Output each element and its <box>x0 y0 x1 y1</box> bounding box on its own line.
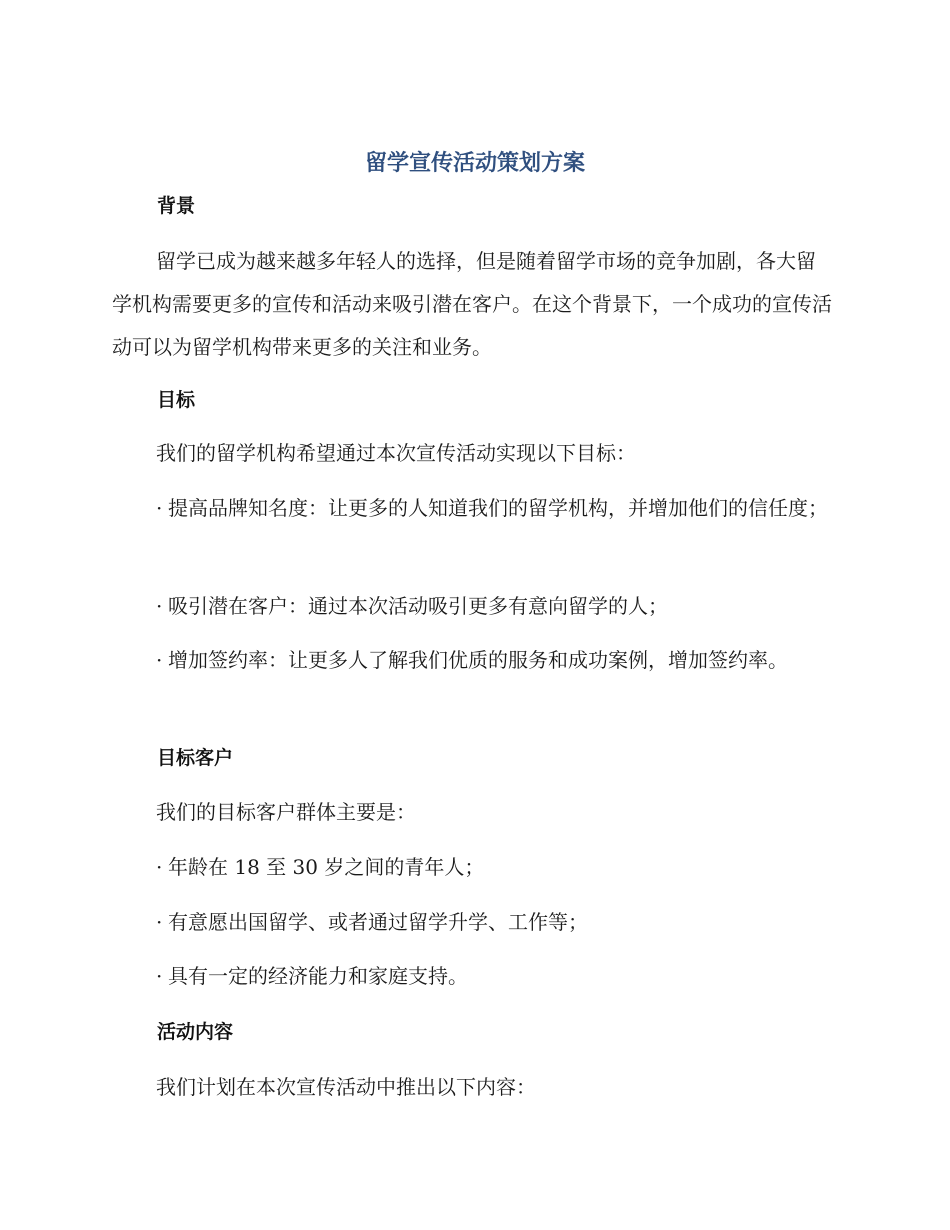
bullet-icon: · <box>156 910 163 934</box>
paragraph-target-customers-intro: 我们的目标客户群体主要是： <box>156 800 416 824</box>
customer-item <box>112 846 832 889</box>
heading-activity-content: 活动内容 <box>157 1021 234 1043</box>
customer-item-text: 有意愿出国留学、或者通过留学升学、工作等； <box>168 910 588 934</box>
bullet-icon: · <box>156 648 163 672</box>
goal-item-text: 增加签约率：让更多人了解我们优质的服务和成功案例，增加签约率。 <box>168 648 788 672</box>
goal-item <box>112 487 832 530</box>
goal-item <box>112 585 832 628</box>
bullet-icon: · <box>156 496 163 520</box>
paragraph-background: 留学已成为越来越多年轻人的选择，但是随着留学市场的竞争加剧，各大留学机构需要更多的宣传和活动来吸引潜在客户。在这个背景下，一个成功的宣传活动可以为留学机构带来更多的关注和业务。 <box>112 249 832 359</box>
bullet-icon: · <box>156 594 163 618</box>
customer-item-text: 具有一定的经济能力和家庭支持。 <box>168 964 468 988</box>
paragraph-goals-intro: 我们的留学机构希望通过本次宣传活动实现以下目标： <box>156 441 636 465</box>
goal-item-text: 提高品牌知名度：让更多的人知道我们的留学机构，并增加他们的信任度； <box>168 496 828 520</box>
bullet-icon: · <box>156 855 163 879</box>
customer-item <box>112 955 832 998</box>
heading-target-customers: 目标客户 <box>157 747 234 769</box>
heading-background: 背景 <box>157 195 196 217</box>
bullet-icon: · <box>156 964 163 988</box>
paragraph-activity-content-intro: 我们计划在本次宣传活动中推出以下内容： <box>156 1075 536 1099</box>
goal-item <box>112 639 832 682</box>
customer-item-text: 年龄在 18 至 30 岁之间的青年人； <box>168 855 485 879</box>
heading-goals: 目标 <box>157 389 196 411</box>
document-title: 留学宣传活动策划方案 <box>364 151 585 176</box>
goal-item-text: 吸引潜在客户：通过本次活动吸引更多有意向留学的人； <box>168 594 668 618</box>
customer-item <box>112 901 832 944</box>
